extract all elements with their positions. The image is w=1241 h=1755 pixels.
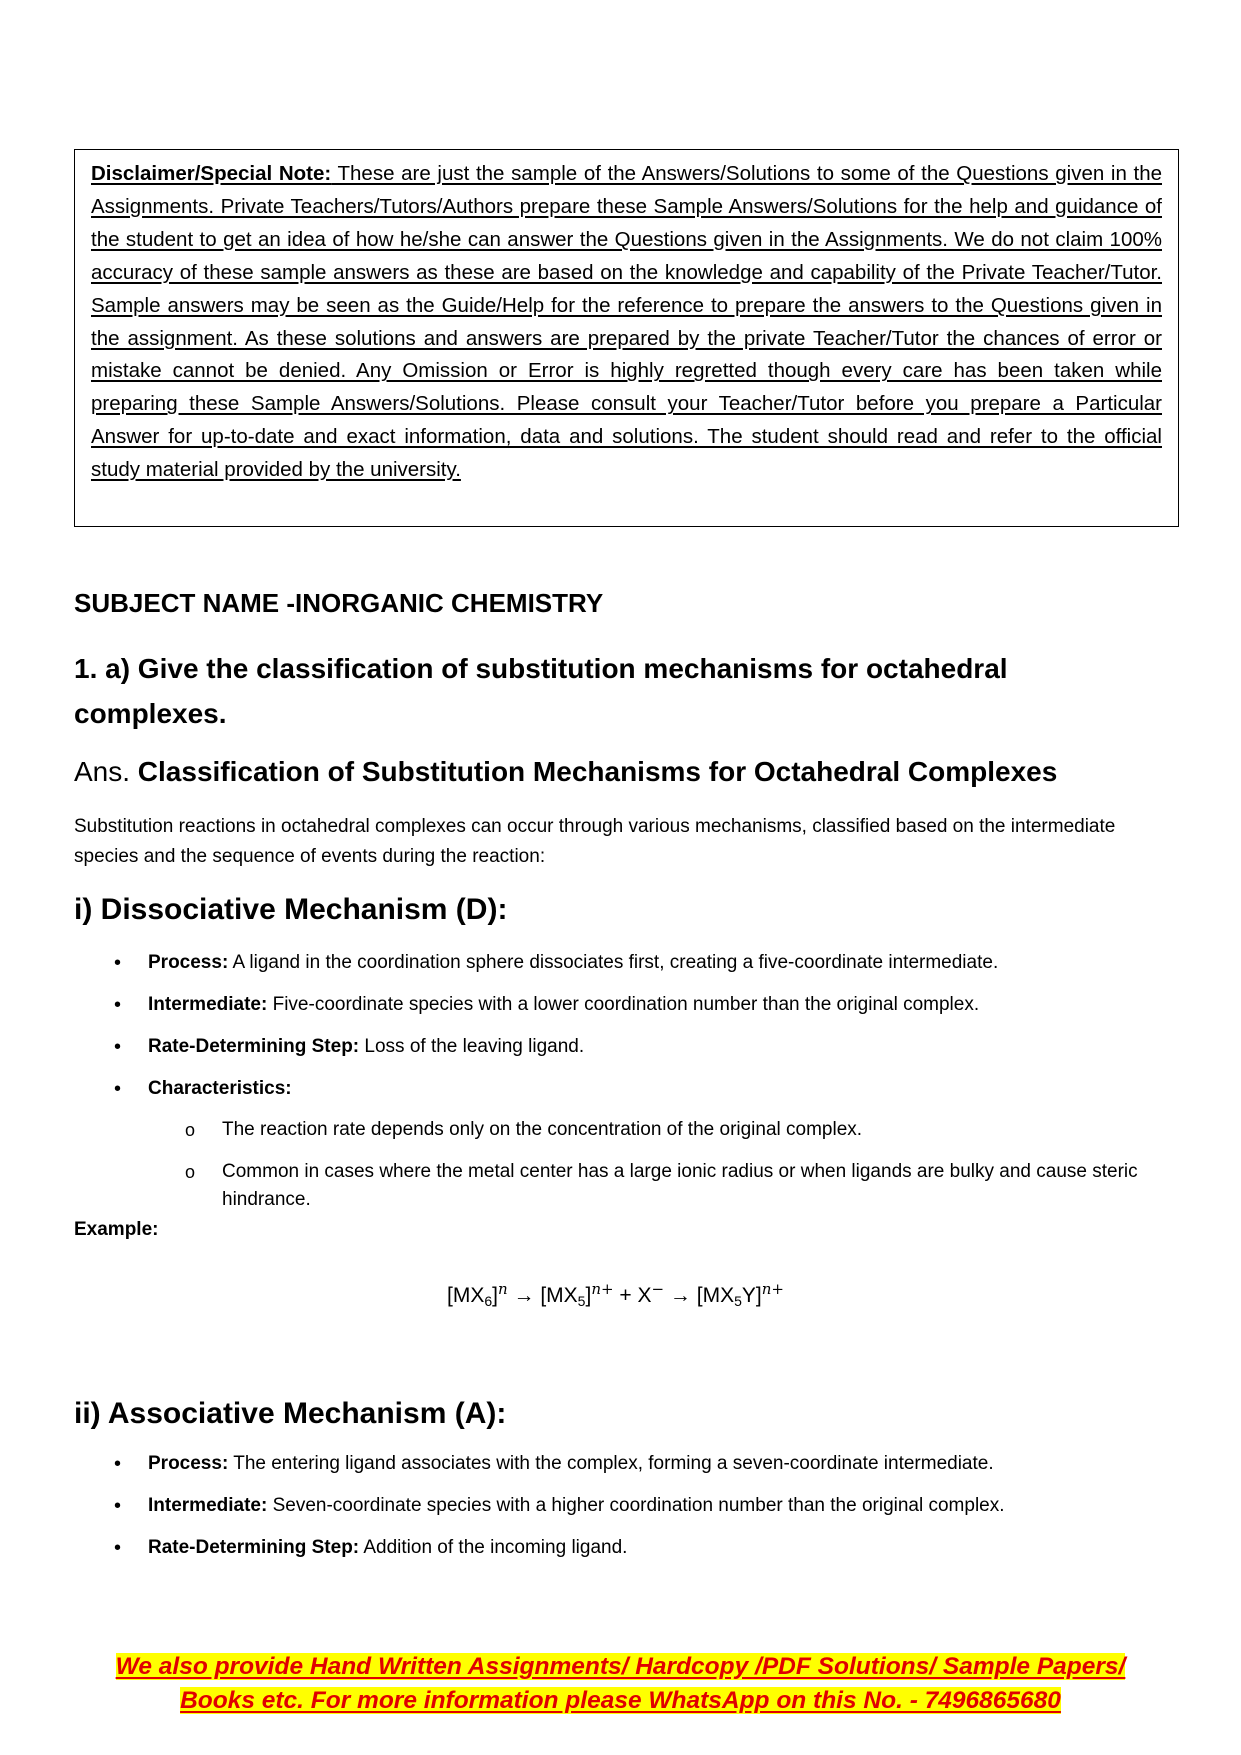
promo-line-2: Books etc. For more information please WhatsApp on this No. - 7496865680 bbox=[180, 1687, 1061, 1714]
bullet-label: Rate-Determining Step: bbox=[148, 1537, 360, 1558]
bullet-icon: • bbox=[114, 952, 122, 974]
bullet-text: A ligand in the coordination sphere dissociates first, creating a five-coordinate intermediate. bbox=[228, 952, 999, 973]
associative-bullet-list bbox=[74, 1451, 1174, 1577]
bullet-text: Seven-coordinate species with a higher coordination number than the original complex. bbox=[267, 1495, 1005, 1516]
answer-title bbox=[74, 756, 1057, 788]
circle-bullet-icon: o bbox=[185, 1120, 196, 1140]
disclaimer-text bbox=[91, 158, 1162, 487]
arrow-icon: → bbox=[507, 1284, 541, 1307]
sub-list-item bbox=[148, 1116, 1172, 1144]
promo-line-1: We also provide Hand Written Assignments/ Hardcopy /PDF Solutions/ Sample Papers/ bbox=[115, 1653, 1126, 1680]
list-item bbox=[74, 1493, 1174, 1519]
bullet-label: Process: bbox=[148, 1453, 229, 1474]
sub-bullet-text: Common in cases where the metal center has a large ionic radius or when ligands are bulky and cause steric hindrance. bbox=[222, 1161, 1138, 1210]
reaction-equation: $[MX_6]^n \to [MX_5]^{n+} + X^- \to [MX_5Y]^{n+}$ bbox=[447, 1280, 784, 1309]
bullet-icon: • bbox=[114, 994, 122, 1016]
bullet-icon: • bbox=[114, 1537, 122, 1559]
list-item bbox=[74, 1076, 1174, 1214]
bullet-text: Addition of the incoming ligand. bbox=[359, 1537, 628, 1558]
answer-intro: Substitution reactions in octahedral complexes can occur through various mechanisms, classified based on the intermediate species and the sequence of events during the reaction: bbox=[74, 816, 1116, 867]
list-item bbox=[74, 992, 1174, 1018]
bullet-label: Process: bbox=[148, 952, 229, 973]
circle-bullet-icon: o bbox=[185, 1162, 196, 1182]
disclaimer-body: These are just the sample of the Answers/Solutions to some of the Questions given in the Assignments. Private Teachers/Tutors/Authors prepare these Sample Answers/Solutions for the help and guidance of the student to get an idea of how he/she can answer the Questions given in the Assignments. We do not claim 100% accuracy of these sample answers as these are based on the knowledge and capability of the Private Teacher/Tutor. Sample answers may be seen as the Guide/Help for the reference to prepare the answers to the Questions given in the assignment. As these solutions and answers are prepared by the private Teacher/Tutor the chances of error or mistake cannot be denied. Any Omission or Error is highly regretted though every care has been taken while preparing these Sample Answers/Solutions. Please consult your Teacher/Tutor before you prepare a Particular Answer for up-to-date and exact information, data and solutions. The student should read and refer to the official study material provided by the university. bbox=[91, 162, 1162, 482]
bullet-icon: • bbox=[114, 1036, 122, 1058]
disclaimer-label: Disclaimer/Special Note: bbox=[91, 162, 332, 185]
bullet-label: Intermediate: bbox=[148, 994, 268, 1015]
bullet-label: Rate-Determining Step: bbox=[148, 1036, 360, 1057]
section-heading-dissociative: i) Dissociative Mechanism (D): bbox=[74, 893, 508, 926]
question-heading: 1. a) Give the classification of substitution mechanisms for octahedral complexes. bbox=[74, 653, 1008, 729]
list-item bbox=[74, 1451, 1174, 1477]
list-item bbox=[74, 1535, 1174, 1561]
example-label: Example: bbox=[74, 1219, 159, 1240]
arrow-icon: → bbox=[664, 1284, 697, 1307]
promo-footer bbox=[0, 1650, 1241, 1718]
answer-prefix: Ans. bbox=[74, 756, 131, 787]
disclaimer-box bbox=[74, 149, 1179, 527]
sub-list-item bbox=[148, 1158, 1172, 1214]
dissociative-bullet-list bbox=[74, 950, 1174, 1230]
subject-name: SUBJECT NAME -INORGANIC CHEMISTRY bbox=[74, 588, 604, 618]
list-item bbox=[74, 950, 1174, 976]
section-heading-associative: ii) Associative Mechanism (A): bbox=[74, 1397, 507, 1430]
bullet-label: Characteristics: bbox=[148, 1078, 292, 1099]
bullet-icon: • bbox=[114, 1453, 122, 1475]
bullet-text: Five-coordinate species with a lower coordination number than the original complex. bbox=[267, 994, 980, 1015]
bullet-icon: • bbox=[114, 1078, 122, 1100]
sub-bullet-text: The reaction rate depends only on the concentration of the original complex. bbox=[222, 1119, 863, 1140]
bullet-icon: • bbox=[114, 1495, 122, 1517]
answer-title-text: Classification of Substitution Mechanisms for Octahedral Complexes bbox=[130, 756, 1058, 787]
characteristics-sublist bbox=[148, 1116, 1174, 1214]
bullet-text: The entering ligand associates with the complex, forming a seven-coordinate intermediate. bbox=[228, 1453, 994, 1474]
bullet-label: Intermediate: bbox=[148, 1495, 268, 1516]
list-item bbox=[74, 1034, 1174, 1060]
bullet-text: Loss of the leaving ligand. bbox=[359, 1036, 585, 1057]
